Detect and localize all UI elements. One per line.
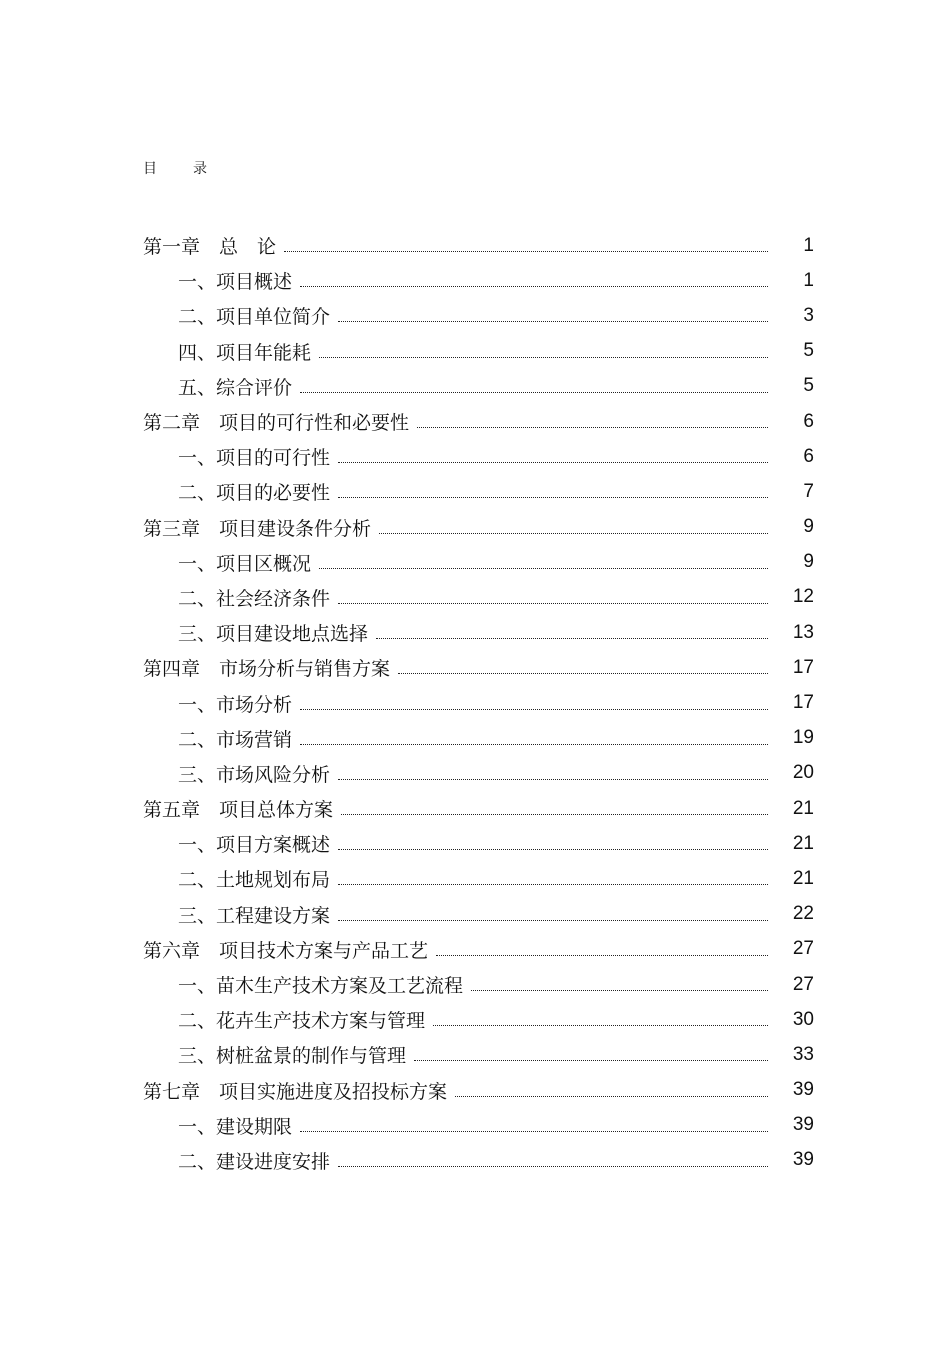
toc-page-number: 21 <box>792 797 814 819</box>
toc-entry-title: 五、综合评价 <box>178 373 300 400</box>
toc-dot-leader <box>455 1096 768 1097</box>
toc-page-number: 17 <box>792 692 814 714</box>
toc-page-number: 30 <box>792 1008 814 1030</box>
toc-section-entry[interactable] <box>0 334 950 369</box>
toc-page-number: 9 <box>803 516 814 538</box>
toc-entry-title: 一、市场分析 <box>178 690 300 717</box>
toc-page-number: 21 <box>792 832 814 854</box>
toc-entry-title: 二、花卉生产技术方案与管理 <box>178 1006 433 1033</box>
toc-dot-leader <box>338 779 768 780</box>
toc-entry-title: 第一章 总 论 <box>143 232 284 259</box>
toc-page-number: 27 <box>792 973 814 995</box>
toc-entry-title: 第四章 市场分析与销售方案 <box>143 654 398 681</box>
toc-entry-title: 一、建设期限 <box>178 1112 300 1139</box>
toc-dot-leader <box>338 884 768 885</box>
toc-dot-leader <box>300 286 768 287</box>
toc-entry-title: 二、土地规划布局 <box>178 865 338 892</box>
toc-page-number: 19 <box>792 727 814 749</box>
toc-dot-leader <box>417 427 768 428</box>
toc-chapter-entry[interactable] <box>0 650 950 685</box>
toc-dot-leader <box>436 955 768 956</box>
toc-chapter-entry[interactable] <box>0 404 950 439</box>
toc-section-entry[interactable] <box>0 1002 950 1037</box>
toc-dot-leader <box>338 1166 768 1167</box>
toc-dot-leader <box>338 462 768 463</box>
toc-dot-leader <box>300 744 768 745</box>
toc-dot-leader <box>471 990 768 991</box>
toc-page-number: 1 <box>803 234 814 256</box>
toc-section-entry[interactable] <box>0 263 950 298</box>
toc-dot-leader <box>300 709 768 710</box>
toc-section-entry[interactable] <box>0 685 950 720</box>
toc-page-number: 6 <box>803 410 814 432</box>
toc-section-entry[interactable] <box>0 474 950 509</box>
toc-page-number: 3 <box>803 304 814 326</box>
toc-section-entry[interactable] <box>0 897 950 932</box>
toc-section-entry[interactable] <box>0 1037 950 1072</box>
toc-dot-leader <box>379 533 768 534</box>
toc-entry-title: 第三章 项目建设条件分析 <box>143 514 379 541</box>
toc-entry-title: 一、苗木生产技术方案及工艺流程 <box>178 971 471 998</box>
toc-heading-char: 目 <box>143 161 157 177</box>
toc-heading <box>143 158 207 178</box>
toc-page-number: 39 <box>792 1079 814 1101</box>
toc-chapter-entry[interactable] <box>0 510 950 545</box>
toc-entry-title: 二、市场营销 <box>178 725 300 752</box>
toc-section-entry[interactable] <box>0 756 950 791</box>
toc-section-entry[interactable] <box>0 615 950 650</box>
toc-dot-leader <box>300 392 768 393</box>
toc-entry-title: 三、项目建设地点选择 <box>178 619 376 646</box>
toc-page-number: 20 <box>792 762 814 784</box>
toc-section-entry[interactable] <box>0 826 950 861</box>
toc-dot-leader <box>341 814 768 815</box>
toc-entry-title: 一、项目方案概述 <box>178 830 338 857</box>
toc-chapter-entry[interactable] <box>0 932 950 967</box>
toc-entry-title: 二、社会经济条件 <box>178 584 338 611</box>
toc-dot-leader <box>338 497 768 498</box>
toc-dot-leader <box>284 251 768 252</box>
toc-section-entry[interactable] <box>0 967 950 1002</box>
toc-page-number: 7 <box>803 480 814 502</box>
toc-dot-leader <box>300 1131 768 1132</box>
toc-page-number: 33 <box>792 1043 814 1065</box>
toc-page-number: 13 <box>792 621 814 643</box>
toc-page-number: 12 <box>792 586 814 608</box>
toc-dot-leader <box>414 1060 768 1061</box>
toc-entry-title: 一、项目概述 <box>178 267 300 294</box>
toc-page-number: 17 <box>792 656 814 678</box>
toc-entry-title: 四、项目年能耗 <box>178 338 319 365</box>
toc-entry-title: 第二章 项目的可行性和必要性 <box>143 408 417 435</box>
toc-entry-title: 第六章 项目技术方案与产品工艺 <box>143 936 436 963</box>
toc-entry-title: 一、项目的可行性 <box>178 443 338 470</box>
toc-section-entry[interactable] <box>0 580 950 615</box>
toc-section-entry[interactable] <box>0 1108 950 1143</box>
toc-entry-title: 二、项目的必要性 <box>178 478 338 505</box>
toc-section-entry[interactable] <box>0 861 950 896</box>
toc-entry-title: 二、建设进度安排 <box>178 1147 338 1174</box>
toc-dot-leader <box>338 321 768 322</box>
toc-page-number: 5 <box>803 340 814 362</box>
toc-dot-leader <box>338 849 768 850</box>
toc-entry-title: 第五章 项目总体方案 <box>143 795 341 822</box>
toc-page-number: 22 <box>792 903 814 925</box>
toc-dot-leader <box>319 568 768 569</box>
toc-section-entry[interactable] <box>0 1143 950 1178</box>
toc-page-number: 1 <box>803 269 814 291</box>
toc-page-number: 39 <box>792 1114 814 1136</box>
toc-section-entry[interactable] <box>0 545 950 580</box>
toc-section-entry[interactable] <box>0 298 950 333</box>
toc-page-number: 27 <box>792 938 814 960</box>
toc-dot-leader <box>338 920 768 921</box>
toc-chapter-entry[interactable] <box>0 791 950 826</box>
toc-section-entry[interactable] <box>0 721 950 756</box>
toc-dot-leader <box>433 1025 768 1026</box>
toc-dot-leader <box>398 673 768 674</box>
toc-dot-leader <box>319 357 768 358</box>
toc-page-number: 21 <box>792 867 814 889</box>
toc-chapter-entry[interactable] <box>0 1073 950 1108</box>
toc-entry-title: 第七章 项目实施进度及招投标方案 <box>143 1077 455 1104</box>
toc-dot-leader <box>338 603 768 604</box>
toc-chapter-entry[interactable] <box>0 228 950 263</box>
toc-entry-title: 三、树桩盆景的制作与管理 <box>178 1041 414 1068</box>
toc-page-number: 39 <box>792 1149 814 1171</box>
toc-section-entry[interactable] <box>0 439 950 474</box>
toc-page-number: 6 <box>803 445 814 467</box>
toc-entry-title: 一、项目区概况 <box>178 549 319 576</box>
toc-entry-title: 三、市场风险分析 <box>178 760 338 787</box>
toc-heading-char: 录 <box>193 161 207 177</box>
table-of-contents <box>0 228 950 1178</box>
toc-entry-title: 二、项目单位简介 <box>178 302 338 329</box>
toc-page-number: 9 <box>803 551 814 573</box>
toc-page-number: 5 <box>803 375 814 397</box>
toc-section-entry[interactable] <box>0 369 950 404</box>
toc-entry-title: 三、工程建设方案 <box>178 901 338 928</box>
toc-dot-leader <box>376 638 768 639</box>
